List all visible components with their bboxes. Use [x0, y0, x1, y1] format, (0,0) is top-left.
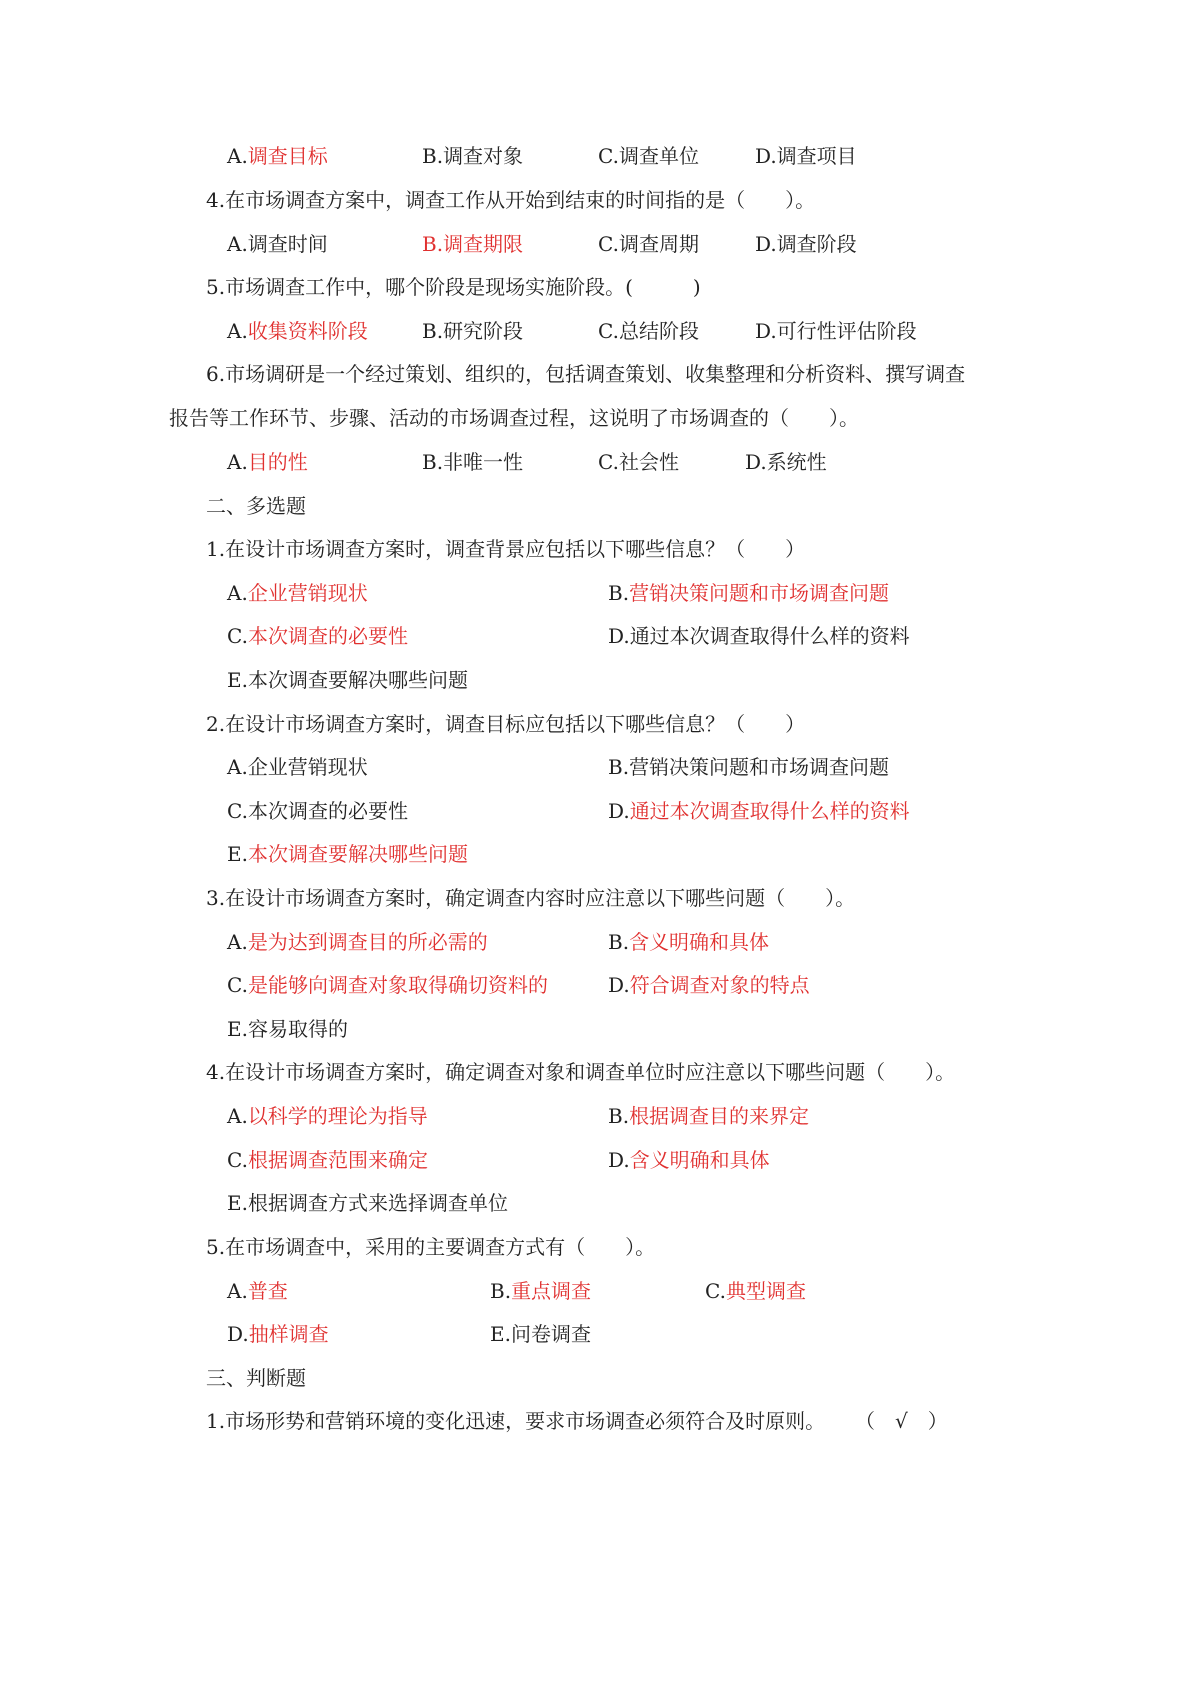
option-letter: A.	[227, 1279, 248, 1303]
option-letter: B.	[608, 930, 630, 954]
option-letter: E.	[227, 1191, 248, 1215]
option-letter: A.	[227, 581, 248, 605]
s2q1-option-a	[227, 579, 368, 607]
option-letter: A.	[227, 144, 248, 168]
option-letter: E.	[227, 1017, 248, 1041]
option-letter: C.	[598, 450, 619, 474]
option-letter: C.	[227, 973, 248, 997]
s2q3-option-a	[227, 928, 488, 956]
option-text: 非唯一性	[443, 450, 524, 474]
option-text: 含义明确和具体	[629, 930, 770, 954]
option-letter: C.	[705, 1279, 726, 1303]
q4-option-d	[755, 230, 857, 258]
option-text: 系统性	[766, 450, 827, 474]
option-text: 重点调查	[511, 1279, 592, 1303]
s2q1-option-e	[227, 666, 468, 694]
q5-option-b	[422, 317, 523, 345]
option-text: 本次调查的必要性	[247, 624, 408, 648]
q3-option-b	[422, 142, 523, 170]
s2q2-option-d	[608, 797, 910, 825]
option-letter: C.	[227, 624, 248, 648]
section-heading: 二、多选题	[206, 494, 306, 518]
s2q5-option-a	[227, 1277, 288, 1305]
option-text: 通过本次调查取得什么样的资料	[629, 799, 910, 823]
q3-option-d	[755, 142, 857, 170]
option-text: 社会性	[618, 450, 679, 474]
option-text: 根据调查方式来选择调查单位	[247, 1191, 508, 1215]
s2q3-option-b	[608, 928, 769, 956]
option-letter: A.	[227, 450, 248, 474]
option-letter: D.	[755, 144, 777, 168]
s2q2-option-e	[227, 840, 468, 868]
option-letter: C.	[227, 799, 248, 823]
s2q4-option-e	[227, 1189, 508, 1217]
question-stem: 2.在设计市场调查方案时，调查目标应包括以下哪些信息？（ ）	[206, 712, 806, 736]
option-text: 调查目标	[247, 144, 328, 168]
q6-option-d	[745, 448, 827, 476]
s2q3-option-c	[227, 971, 548, 999]
option-text: 营销决策问题和市场调查问题	[629, 581, 890, 605]
option-text: 总结阶段	[618, 319, 699, 343]
option-letter: D.	[227, 1322, 249, 1346]
option-letter: E.	[227, 842, 248, 866]
option-letter: B.	[608, 755, 630, 779]
q6-option-b	[422, 448, 523, 476]
s2q4-option-b	[608, 1102, 809, 1130]
question-stem-line2: 报告等工作环节、步骤、活动的市场调查过程，这说明了市场调查的（ ）。	[169, 406, 859, 430]
option-text: 研究阶段	[443, 319, 524, 343]
option-text: 容易取得的	[247, 1017, 348, 1041]
question-stem: 4.在设计市场调查方案时，确定调查对象和调查单位时应注意以下哪些问题（ ）。	[206, 1060, 956, 1084]
s2q5-option-b	[490, 1277, 591, 1305]
option-text: 含义明确和具体	[629, 1148, 770, 1172]
option-letter: B.	[422, 232, 444, 256]
option-letter: D.	[755, 319, 777, 343]
option-letter: B.	[422, 450, 444, 474]
option-text: 符合调查对象的特点	[629, 973, 810, 997]
option-letter: D.	[608, 799, 630, 823]
option-text: 以科学的理论为指导	[247, 1104, 428, 1128]
question-stem: 5.在市场调查中，采用的主要调查方式有（ ）。	[206, 1235, 656, 1259]
q4-option-a	[227, 230, 328, 258]
option-text: 典型调查	[725, 1279, 806, 1303]
question-stem: 1.在设计市场调查方案时，调查背景应包括以下哪些信息？（ ）	[206, 537, 806, 561]
q3-option-a	[227, 142, 328, 170]
option-letter: A.	[227, 755, 248, 779]
s2q5-option-e	[490, 1320, 591, 1348]
option-text: 企业营销现状	[247, 581, 368, 605]
option-letter: E.	[490, 1322, 511, 1346]
s2q2-option-a	[227, 753, 368, 781]
option-text: 本次调查要解决哪些问题	[247, 668, 468, 692]
option-text: 可行性评估阶段	[776, 319, 917, 343]
option-letter: D.	[608, 1148, 630, 1172]
option-text: 问卷调查	[510, 1322, 591, 1346]
option-text: 根据调查范围来确定	[247, 1148, 428, 1172]
option-text: 根据调查目的来界定	[629, 1104, 810, 1128]
q4-option-b	[422, 230, 523, 258]
s2q1-option-b	[608, 579, 889, 607]
option-letter: B.	[608, 581, 630, 605]
s2q2-option-b	[608, 753, 889, 781]
q5-option-a	[227, 317, 368, 345]
option-text: 调查项目	[776, 144, 857, 168]
q5-option-c	[598, 317, 699, 345]
s2q5-option-d	[227, 1320, 329, 1348]
option-letter: A.	[227, 319, 248, 343]
judgment-answer: （ √ ）	[855, 1409, 948, 1433]
option-text: 本次调查要解决哪些问题	[247, 842, 468, 866]
option-text: 普查	[247, 1279, 288, 1303]
option-text: 抽样调查	[248, 1322, 329, 1346]
s2q4-option-d	[608, 1146, 770, 1174]
s2q2-option-c	[227, 797, 408, 825]
option-letter: D.	[755, 232, 777, 256]
option-text: 通过本次调查取得什么样的资料	[629, 624, 910, 648]
option-letter: C.	[227, 1148, 248, 1172]
option-text: 本次调查的必要性	[247, 799, 408, 823]
option-letter: C.	[598, 232, 619, 256]
option-letter: B.	[490, 1279, 512, 1303]
option-text: 是能够向调查对象取得确切资料的	[247, 973, 548, 997]
option-text: 营销决策问题和市场调查问题	[629, 755, 890, 779]
option-text: 是为达到调查目的所必需的	[247, 930, 488, 954]
option-text: 调查期限	[443, 232, 524, 256]
option-letter: D.	[745, 450, 767, 474]
option-text: 调查周期	[618, 232, 699, 256]
option-letter: A.	[227, 232, 248, 256]
option-letter: D.	[608, 973, 630, 997]
option-text: 调查阶段	[776, 232, 857, 256]
option-text: 调查对象	[443, 144, 524, 168]
s2q3-option-e	[227, 1015, 348, 1043]
option-letter: E.	[227, 668, 248, 692]
option-text: 目的性	[247, 450, 308, 474]
option-text: 收集资料阶段	[247, 319, 368, 343]
option-letter: B.	[422, 144, 444, 168]
option-text: 调查时间	[247, 232, 328, 256]
option-letter: D.	[608, 624, 630, 648]
s2q4-option-a	[227, 1102, 428, 1130]
s2q1-option-c	[227, 622, 408, 650]
section-heading: 三、判断题	[206, 1366, 306, 1390]
question-stem: 5.市场调查工作中，哪个阶段是现场实施阶段。( )	[206, 275, 701, 299]
option-letter: C.	[598, 144, 619, 168]
option-letter: A.	[227, 1104, 248, 1128]
question-stem: 4.在市场调查方案中，调查工作从开始到结束的时间指的是（ ）。	[206, 188, 816, 212]
question-stem: 3.在设计市场调查方案时，确定调查内容时应注意以下哪些问题（ ）。	[206, 886, 856, 910]
option-text: 调查单位	[618, 144, 699, 168]
s2q5-option-c	[705, 1277, 806, 1305]
q3-option-c	[598, 142, 699, 170]
q6-option-a	[227, 448, 308, 476]
s2q1-option-d	[608, 622, 910, 650]
question-stem: 1.市场形势和营销环境的变化迅速，要求市场调查必须符合及时原则。	[206, 1409, 826, 1433]
option-letter: B.	[608, 1104, 630, 1128]
q5-option-d	[755, 317, 917, 345]
option-letter: C.	[598, 319, 619, 343]
option-text: 企业营销现状	[247, 755, 368, 779]
q6-option-c	[598, 448, 679, 476]
question-stem-line1: 6.市场调研是一个经过策划、组织的，包括调查策划、收集整理和分析资料、撰写调查	[206, 362, 966, 386]
q4-option-c	[598, 230, 699, 258]
s2q3-option-d	[608, 971, 810, 999]
option-letter: B.	[422, 319, 444, 343]
s2q4-option-c	[227, 1146, 428, 1174]
option-letter: A.	[227, 930, 248, 954]
